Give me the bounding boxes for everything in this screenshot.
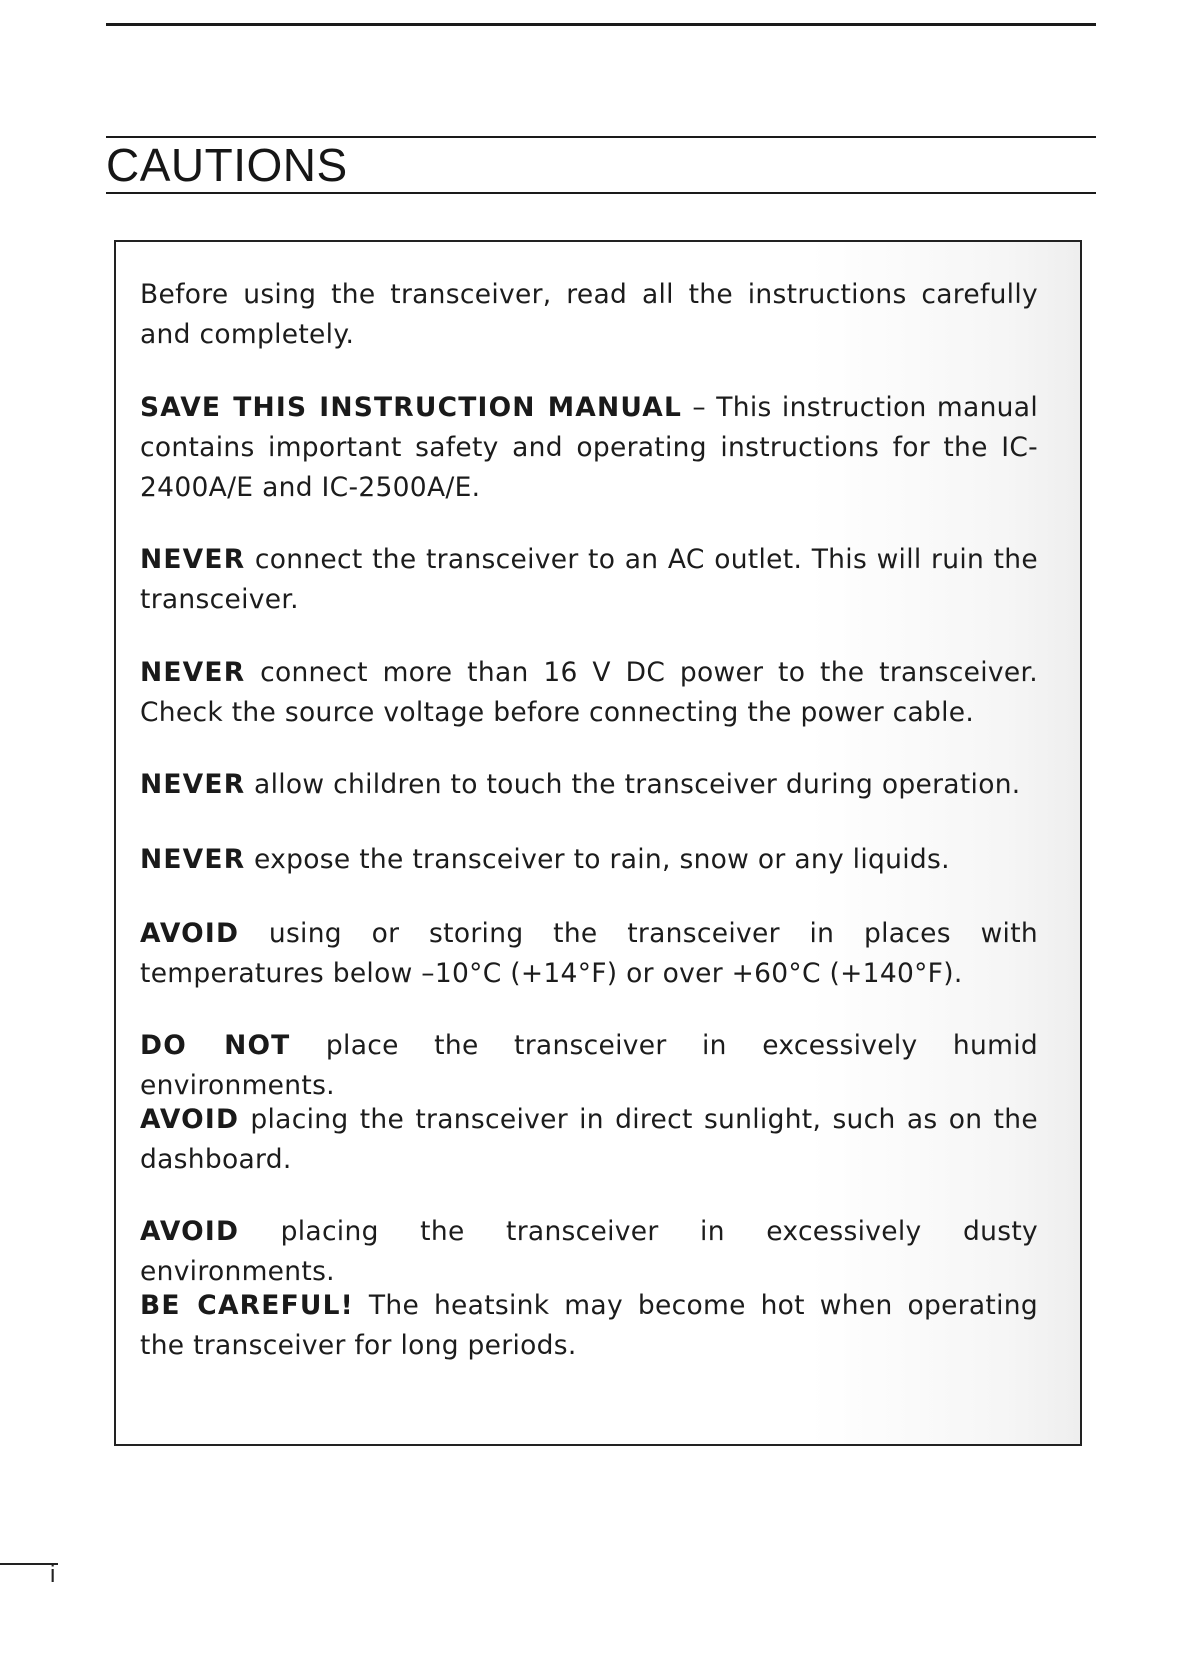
caution-lead: SAVE THIS INSTRUCTION MANUAL xyxy=(140,392,683,423)
caution-lead: AVOID xyxy=(140,918,240,949)
caution-humidity xyxy=(140,1026,1038,1106)
caution-lead: NEVER xyxy=(140,657,246,688)
cautions-box xyxy=(114,240,1082,1446)
caution-lead: AVOID xyxy=(140,1216,240,1247)
caution-text: connect more than 16 V DC power to the transceiver. Check the source voltage before connecting the power cable. xyxy=(140,657,1038,728)
caution-ac-outlet xyxy=(140,540,1038,620)
caution-text: placing the transceiver in direct sunlight, such as on the dashboard. xyxy=(140,1104,1038,1175)
title-rule-top xyxy=(106,136,1096,138)
page-number: i xyxy=(50,1561,56,1588)
caution-power-voltage xyxy=(140,653,1038,733)
caution-read-instructions xyxy=(140,275,1038,355)
caution-lead: BE CAREFUL! xyxy=(140,1290,354,1321)
caution-save-manual xyxy=(140,388,1038,508)
caution-text: place the transceiver in excessively humid environments. xyxy=(140,1030,1039,1101)
caution-lead: AVOID xyxy=(140,1104,240,1135)
caution-text: expose the transceiver to rain, snow or any liquids. xyxy=(245,844,950,875)
section-title: CAUTIONS xyxy=(106,139,348,191)
top-rule xyxy=(106,23,1096,26)
caution-text: – This instruction manual contains important safety and operating instructions for the IC-2400A/E and IC-2500A/E. xyxy=(140,392,1038,503)
caution-text: Before using the transceiver, read all the instructions carefully and completely. xyxy=(140,279,1038,350)
caution-children xyxy=(140,765,1038,805)
caution-sunlight xyxy=(140,1100,1038,1180)
caution-lead: NEVER xyxy=(140,769,246,800)
caution-lead: DO NOT xyxy=(140,1030,291,1061)
caution-temperatures xyxy=(140,914,1038,994)
caution-text: allow children to touch the transceiver during operation. xyxy=(245,769,1021,800)
caution-text: placing the transceiver in excessively dusty environments. xyxy=(140,1216,1038,1287)
caution-lead: NEVER xyxy=(140,544,246,575)
caution-heatsink xyxy=(140,1286,1038,1366)
caution-liquids xyxy=(140,840,1038,880)
caution-text: connect the transceiver to an AC outlet. This will ruin the transceiver. xyxy=(140,544,1038,615)
caution-text: using or storing the transceiver in places with temperatures below –10°C (+14°F) or over +60°C (+140°F). xyxy=(140,918,1038,989)
caution-dust xyxy=(140,1212,1038,1292)
title-rule-bottom xyxy=(106,192,1096,194)
caution-lead: NEVER xyxy=(140,844,246,875)
caution-text: The heatsink may become hot when operating the transceiver for long periods. xyxy=(140,1290,1038,1361)
